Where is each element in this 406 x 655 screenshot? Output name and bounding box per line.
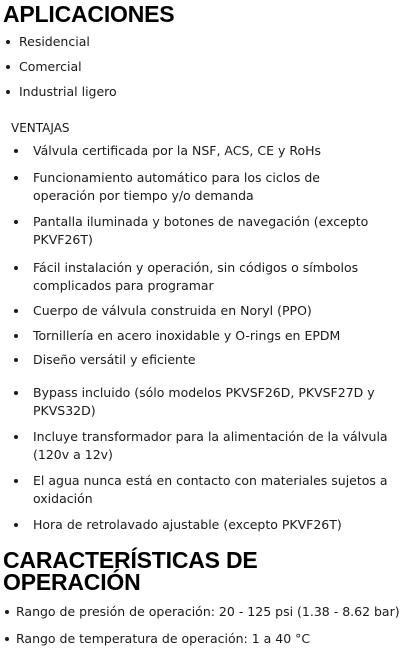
list-item: Pantalla iluminada y botones de navegación (excepto PKVF26T) (0, 213, 395, 249)
list-item: Tornillería en acero inoxidable y O-rings en EPDM (0, 327, 395, 345)
list-item: Funcionamiento automático para los ciclos de operación por tiempo y/o demanda (0, 169, 395, 205)
list-item: Industrial ligero (4, 79, 117, 104)
list-item: Hora de retrolavado ajustable (excepto PKVF26T) (0, 516, 395, 534)
list-item: Fácil instalación y operación, sin códigos o símbolos complicados para programar (0, 259, 395, 295)
list-item: Incluye transformador para la alimentación de la válvula (120v a 12v) (0, 428, 395, 464)
list-item: Cuerpo de válvula construida en Noryl (PPO) (0, 302, 395, 320)
list-item: Válvula certificada por la NSF, ACS, CE y RoHs (0, 142, 395, 160)
operation-title-line1: CARACTERÍSTICAS DE (3, 547, 258, 573)
operation-title-line2: OPERACIÓN (3, 569, 141, 595)
list-item: Rango de presión de operación: 20 - 125 psi (1.38 - 8.62 bar) (4, 598, 400, 625)
operation-list (4, 598, 400, 652)
list-item: Bypass incluido (sólo modelos PKVSF26D, PKVSF27D y PKVS32D) (0, 384, 395, 420)
list-item: Diseño versátil y eficiente (0, 351, 395, 369)
list-item: Comercial (4, 54, 117, 79)
operation-title (3, 549, 258, 593)
list-item: Residencial (4, 29, 117, 54)
applications-list (4, 29, 117, 104)
list-item: Rango de temperatura de operación: 1 a 40 °C (4, 625, 400, 652)
list-item: El agua nunca está en contacto con materiales sujetos a oxidación (0, 472, 395, 508)
applications-title: APLICACIONES (3, 1, 175, 27)
advantages-title: VENTAJAS (11, 121, 70, 135)
